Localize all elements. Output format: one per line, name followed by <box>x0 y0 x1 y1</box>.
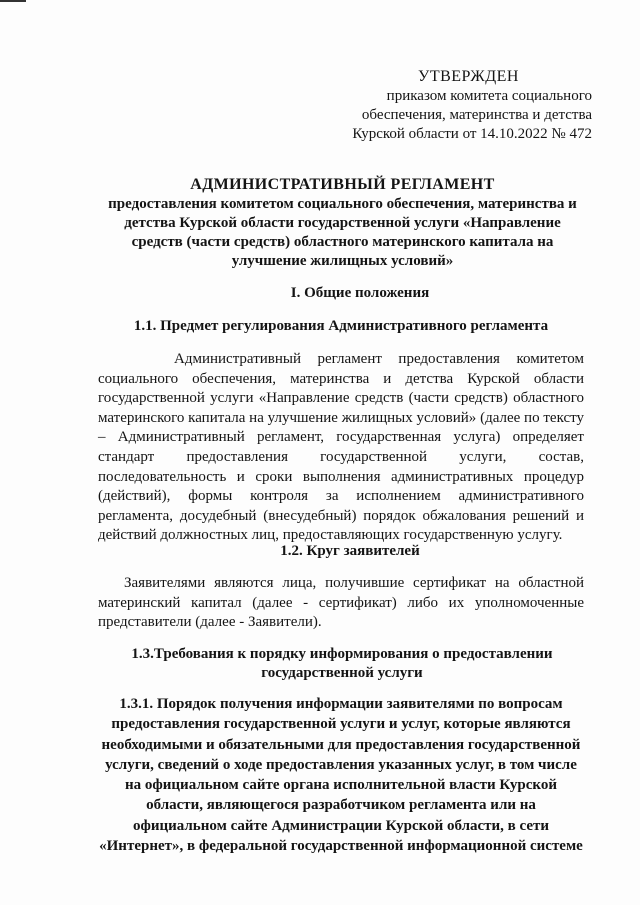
document-title: АДМИНИСТРАТИВНЫЙ РЕГЛАМЕНТ <box>190 176 495 193</box>
approval-heading: УТВЕРЖДЕН <box>418 68 519 85</box>
paragraph: Административный регламент предоставления комитетом социального обеспечения, материнства и детства Курской области государственной услуги «Направление средств (части средств) областного материнского капитала на улучшение жилищных условий» (далее по тексту – Административный регламент, государственная услуга) определяет стандарт предоставления государственной услуги, состав, последовательность и сроки выполнения административных процедур (действий), формы контроля за исполнением административного регламента, досудебный (внесудебный) порядок обжалования решений и действий должностных лиц, предоставляющих государственную услугу. <box>98 351 584 544</box>
text-line: предоставления государственной услуги и услуг, которые являются <box>111 716 571 733</box>
subtitle-line: средств (части средств) областного материнского капитала на <box>131 234 554 250</box>
subtitle-line: предоставления комитетом социального обеспечения, материнства и <box>108 196 577 212</box>
text-line: 1.3.1. Порядок получения информации заявителями по вопросам <box>119 696 563 712</box>
text-line: услуги, сведений о ходе предоставления указанных услуг, в том числе <box>105 756 577 773</box>
subsection-1-3-1-text <box>96 694 586 856</box>
section-1-heading: I. Общие положения <box>290 285 430 301</box>
subsection-1-1-heading: 1.1. Предмет регулирования Административного регламента <box>133 318 549 334</box>
document-title-block <box>100 175 585 271</box>
subsection-1-2-text <box>98 574 584 633</box>
subsection-1-2-heading: 1.2. Круг заявителей <box>280 543 420 559</box>
approval-line: Курской области от 14.10.2022 № 472 <box>352 126 592 142</box>
text-line: необходимыми и обязательными для предоставления государственной <box>101 736 581 753</box>
heading-line: государственной услуги <box>261 665 423 681</box>
subsection-1-3-heading <box>100 645 584 683</box>
scan-edge-mark <box>0 0 26 16</box>
subtitle-line: улучшение жилищных условий» <box>231 253 454 269</box>
approval-line: приказом комитета социального <box>386 88 592 104</box>
text-line: официальном сайте Администрации Курской области, в сети <box>132 817 550 834</box>
text-line: «Интернет», в федеральной государственной информационной системе <box>99 838 583 855</box>
text-line: области, являющегося разработчиком регламента или на <box>146 797 536 814</box>
approval-stamp <box>330 67 592 144</box>
heading-line: 1.3.Требования к порядку информирования о предоставлении <box>131 646 553 662</box>
subsection-1-1-text <box>98 350 584 546</box>
approval-line: обеспечения, материнства и детства <box>361 107 592 123</box>
text-line: на официальном сайте органа исполнительной власти Курской <box>125 777 557 794</box>
paragraph: Заявителями являются лица, получившие сертификат на областной материнский капитал (далее - сертификат) либо их уполномоченные представители (далее - Заявители). <box>98 575 584 631</box>
subtitle-line: детства Курской области государственной услуги «Направление <box>124 215 561 231</box>
